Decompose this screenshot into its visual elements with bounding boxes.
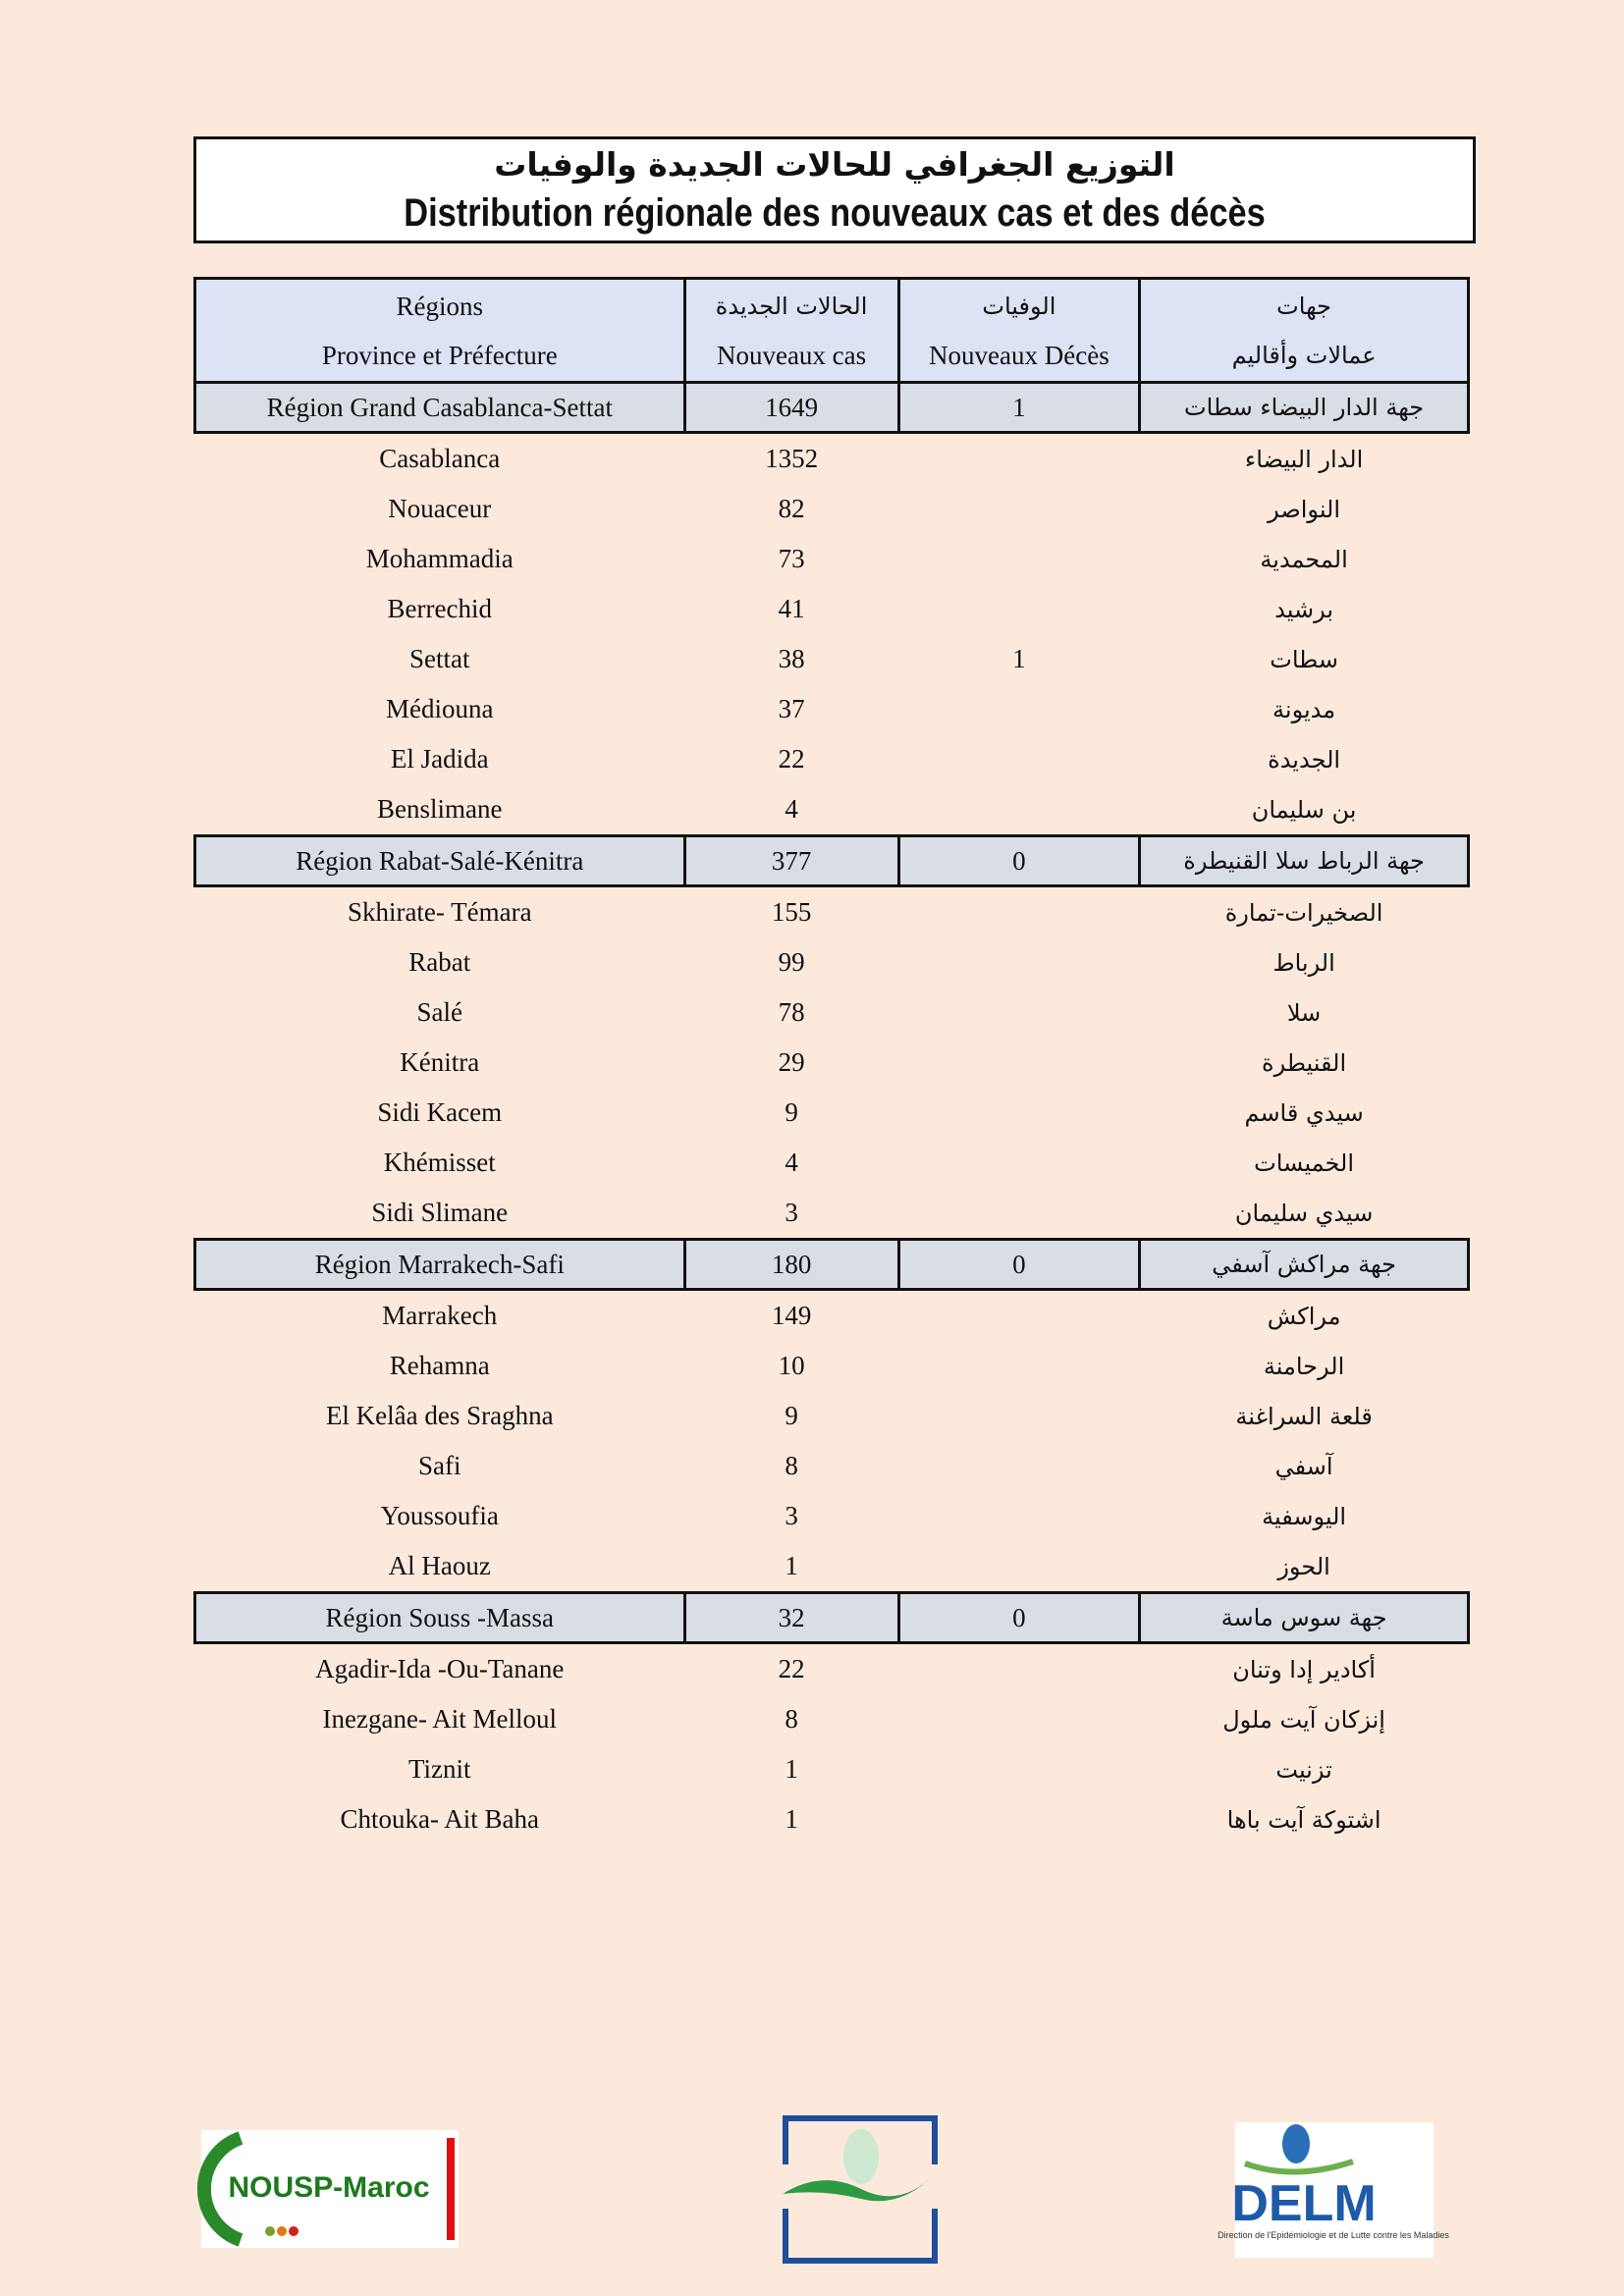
region-deaths: 0 [898,1240,1140,1290]
table-row [195,1290,1469,1342]
cell-province-ar: برشيد [1274,595,1334,623]
cell-cases: 22 [778,744,805,774]
header-text: الوفيات [982,292,1056,320]
cell-cases: 3 [785,1501,798,1530]
cell-cases: 9 [785,1097,798,1127]
cell-province-ar: الحوز [1277,1552,1330,1580]
cell-province: Inezgane- Ait Melloul [322,1704,557,1734]
cell-cases: 29 [778,1047,805,1077]
table-row [195,1341,1469,1391]
cell-province-ar: الرحامنة [1263,1352,1345,1380]
cell-province-ar: اليوسفية [1262,1502,1347,1530]
cell-cases: 8 [785,1704,798,1734]
cell-province: Safi [418,1451,461,1480]
region-deaths: 0 [898,836,1140,886]
region-cases: 377 [684,836,898,886]
cell-province: Agadir-Ida -Ou-Tanane [315,1654,565,1683]
region-name-ar: جهة الرباط سلا القنيطرة [1140,836,1469,886]
table-row [195,937,1469,988]
cell-deaths: 1 [1012,644,1026,673]
cell-province: Nouaceur [388,494,492,523]
cell-deaths [898,684,1140,734]
header-cases [684,279,898,383]
cell-deaths [898,1188,1140,1240]
cell-province-ar: المحمدية [1260,545,1348,573]
cell-province: El Kelâa des Sraghna [325,1401,554,1430]
table-row [195,1541,1469,1593]
cell-province-ar: الصخيرات-تمارة [1224,898,1383,927]
region-name-ar: جهة الدار البيضاء سطات [1140,383,1469,433]
cell-province: Benslimane [377,794,503,824]
cell-province: Tiznit [408,1754,471,1784]
table-row [195,734,1469,784]
title-arabic: التوزيع الجغرافي للحالات الجديدة والوفيات [494,145,1175,184]
delm-logo [1218,2122,1449,2258]
cell-province-ar: النواصر [1268,495,1341,523]
table-row [195,988,1469,1038]
cell-cases: 99 [778,947,805,977]
cell-deaths [898,784,1140,836]
cell-province: Berrechid [387,594,492,623]
header-text: Régions [396,291,484,321]
cell-province-ar: سيدي قاسم [1244,1098,1364,1127]
region-row [195,836,1469,886]
cell-deaths [898,886,1140,938]
cell-province: Sidi Kacem [377,1097,503,1127]
cell-province-ar: آسفي [1274,1452,1333,1480]
table-row [195,1038,1469,1088]
cell-province: Kénitra [400,1047,480,1077]
header-text: عمالات وأقاليم [1231,341,1377,369]
region-name: Région Souss -Massa [195,1593,685,1643]
table-row [195,684,1469,734]
cell-cases: 38 [778,644,805,673]
region-name: Région Rabat-Salé-Kénitra [195,836,685,886]
cell-deaths [898,1441,1140,1491]
cell-deaths [898,1088,1140,1138]
region-name-ar: جهة سوس ماسة [1140,1593,1469,1643]
table-row [195,1694,1469,1744]
region-row [195,1240,1469,1290]
cell-deaths [898,1038,1140,1088]
cell-province: Skhirate- Témara [347,897,532,927]
cell-cases: 8 [785,1451,798,1480]
header-regions-ar [1140,279,1469,383]
cell-deaths [898,1391,1140,1441]
cell-cases: 82 [778,494,805,523]
cell-province-ar: الخميسات [1254,1148,1355,1177]
cell-deaths [898,1744,1140,1794]
cell-deaths [898,988,1140,1038]
header-regions [195,279,685,383]
table-row [195,1088,1469,1138]
nousp-maroc-logo [201,2130,459,2248]
delm-logo-subtext: Direction de l'Epidémiologie et de Lutte contre les Maladies [1218,2230,1449,2240]
cell-province: Rehamna [389,1351,490,1380]
cell-province: Youssoufia [380,1501,499,1530]
cell-deaths [898,734,1140,784]
region-deaths: 0 [898,1593,1140,1643]
cell-deaths [898,433,1140,485]
region-row [195,383,1469,433]
cell-province-ar: تزنيت [1275,1755,1332,1784]
cell-province-ar: سطات [1270,645,1338,673]
cell-province-ar: الدار البيضاء [1244,445,1364,473]
cell-province-ar: القنيطرة [1262,1048,1347,1077]
header-text: جهات [1276,292,1331,320]
cell-province-ar: سيدي سليمان [1234,1199,1374,1227]
cell-province: Salé [416,997,463,1027]
cell-province-ar: بن سليمان [1251,795,1357,824]
cell-deaths [898,1794,1140,1844]
cell-province: Casablanca [379,444,501,473]
cell-province: Settat [409,644,470,673]
cell-deaths [898,1491,1140,1541]
cell-province: Al Haouz [388,1551,491,1580]
cell-province: Marrakech [382,1301,498,1330]
cell-deaths [898,584,1140,634]
header-text: Nouveaux Décès [929,340,1110,370]
distribution-table [193,277,1470,1844]
cell-cases: 3 [785,1198,798,1227]
cell-deaths [898,484,1140,534]
cell-province-ar: الرباط [1272,948,1335,977]
table-row [195,1188,1469,1240]
header-deaths [898,279,1140,383]
cell-province: Chtouka- Ait Baha [340,1804,540,1834]
cell-province: Médiouna [386,694,494,723]
cell-province-ar: اشتوكة آيت باها [1226,1805,1381,1834]
cell-deaths [898,1138,1140,1188]
region-name-ar: جهة مراكش آسفي [1140,1240,1469,1290]
table-header [195,279,1469,383]
region-deaths: 1 [898,383,1140,433]
cell-cases: 1 [785,1754,798,1784]
cell-province: Khémisset [383,1148,496,1177]
cell-cases: 9 [785,1401,798,1430]
table-row [195,1441,1469,1491]
cell-cases: 78 [778,997,805,1027]
table-row [195,886,1469,938]
cell-deaths [898,937,1140,988]
cell-deaths [898,534,1140,584]
cell-province-ar: قلعة السراغنة [1235,1402,1373,1430]
title-french: Distribution régionale des nouveaux cas et des décès [404,191,1266,235]
cell-deaths [898,1643,1140,1695]
cell-province: Mohammadia [365,544,514,573]
cell-cases: 1352 [765,444,819,473]
cell-cases: 1 [785,1804,798,1834]
table-row [195,433,1469,485]
cell-province-ar: إنزكان آيت ملول [1222,1705,1385,1734]
table-row [195,784,1469,836]
delm-logo-text: DELM [1231,2175,1377,2232]
table-row [195,1744,1469,1794]
cell-cases: 37 [778,694,805,723]
cell-province: Sidi Slimane [371,1198,509,1227]
cell-province: El Jadida [390,744,489,774]
title-box [193,136,1476,243]
cell-deaths [898,1290,1140,1342]
table-row [195,634,1469,684]
cell-cases: 73 [778,544,805,573]
cell-deaths [898,1694,1140,1744]
cell-province-ar: أكادير إدا وتنان [1232,1655,1376,1683]
cell-province-ar: مديونة [1272,695,1336,723]
header-text: Province et Préfecture [321,340,558,370]
table-row [195,1643,1469,1695]
cell-cases: 22 [778,1654,805,1683]
cell-cases: 4 [785,794,798,824]
region-cases: 180 [684,1240,898,1290]
table-row [195,1491,1469,1541]
region-name: Région Grand Casablanca-Settat [195,383,685,433]
cell-province: Rabat [408,947,471,977]
cell-province-ar: الجديدة [1268,745,1341,774]
header-text: الحالات الجديدة [715,292,868,320]
cell-province-ar: سلا [1286,998,1322,1027]
ministry-logo [783,2115,938,2263]
cell-cases: 1 [785,1551,798,1580]
cell-cases: 10 [778,1351,805,1380]
table-row [195,534,1469,584]
header-text: Nouveaux cas [716,340,867,370]
cell-cases: 41 [778,594,805,623]
nousp-logo-text: NOUSP-Maroc [228,2171,430,2204]
region-name: Région Marrakech-Safi [195,1240,685,1290]
cell-deaths [898,1541,1140,1593]
table-row [195,1138,1469,1188]
table-row [195,1391,1469,1441]
cell-cases: 149 [771,1301,812,1330]
cell-deaths [898,1341,1140,1391]
cell-province-ar: مراكش [1267,1302,1341,1330]
table-row [195,484,1469,534]
cell-cases: 4 [785,1148,798,1177]
region-row [195,1593,1469,1643]
table-row [195,1794,1469,1844]
region-cases: 32 [684,1593,898,1643]
cell-cases: 155 [771,897,812,927]
table-row [195,584,1469,634]
region-cases: 1649 [684,383,898,433]
